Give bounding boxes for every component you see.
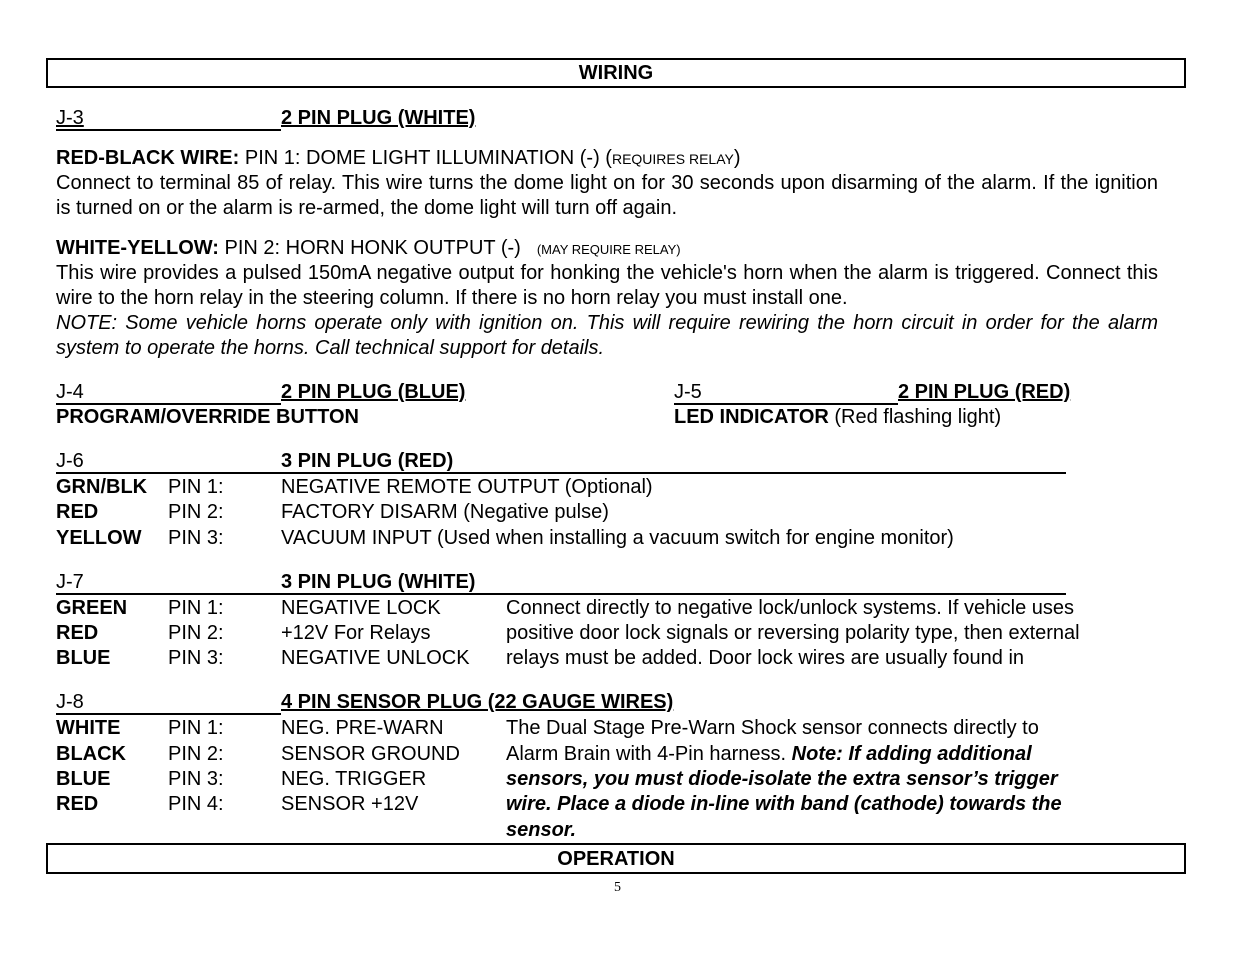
j6-pin-3: PIN 3: <box>168 527 224 549</box>
section-header-label: OPERATION <box>557 848 675 870</box>
j8-func-4: SENSOR +12V <box>281 793 419 815</box>
j8-desc-plain: The Dual Stage Pre-Warn Shock sensor connects directly to <box>506 717 1039 739</box>
j7-func-3: NEGATIVE UNLOCK <box>281 647 470 669</box>
j8-desc-line-3 <box>506 767 1058 792</box>
j8-wire-4: RED <box>56 793 99 815</box>
j7-desc-3: relays must be added. Door lock wires are usually found in <box>506 647 1025 669</box>
j4-desc: PROGRAM/OVERRIDE BUTTON <box>56 406 359 428</box>
j3-id: J-3 <box>56 107 84 129</box>
j8-wire-1: WHITE <box>56 717 121 739</box>
red-black-body: Connect to terminal 85 of relay. This wire turns the dome light on for 30 seconds upon disarming of the alarm. If the ignition is turned on or the alarm is re-armed, the dome light will turn off again. <box>56 172 1158 219</box>
j8-func-2: SENSOR GROUND <box>281 743 460 765</box>
page-number: 5 <box>614 880 621 895</box>
j7-wire-2: RED <box>56 622 99 644</box>
section-header-operation <box>46 843 1186 874</box>
j8-desc-plain: Alarm Brain with 4-Pin harness. <box>506 743 792 765</box>
j8-wire-2: BLACK <box>56 743 126 765</box>
j8-underline <box>56 713 281 715</box>
j3-title: 2 PIN PLUG (WHITE) <box>281 107 476 129</box>
j7-desc-1: Connect directly to negative lock/unlock systems. If vehicle uses <box>506 597 1075 619</box>
j7-wire-3: BLUE <box>56 647 111 669</box>
j7-func-1: NEGATIVE LOCK <box>281 597 441 619</box>
j8-desc-note: Note: If adding additional <box>791 743 1032 765</box>
j6-title: 3 PIN PLUG (RED) <box>281 450 454 472</box>
red-black-label: RED-BLACK WIRE: <box>56 147 240 169</box>
j6-id: J-6 <box>56 450 84 472</box>
j7-id: J-7 <box>56 571 84 593</box>
red-black-note: REQUIRES RELAY <box>611 151 734 167</box>
red-black-pin: PIN 1: DOME LIGHT ILLUMINATION (-) ( <box>239 147 612 169</box>
j7-underline <box>56 593 1066 595</box>
white-yellow-heading <box>56 236 681 262</box>
j8-title: 4 PIN SENSOR PLUG (22 GAUGE WIRES) <box>281 691 674 713</box>
j8-desc-line-1 <box>506 716 1039 741</box>
j8-pin-3: PIN 3: <box>168 768 224 790</box>
white-yellow-pin: PIN 2: HORN HONK OUTPUT (-) <box>218 237 521 259</box>
j8-desc-line-4 <box>506 792 1062 817</box>
j7-pin-3: PIN 3: <box>168 647 224 669</box>
j8-func-1: NEG. PRE-WARN <box>281 717 444 739</box>
j6-pin-2: PIN 2: <box>168 501 224 523</box>
white-yellow-note: (MAY REQUIRE RELAY) <box>536 242 681 257</box>
j8-pin-1: PIN 1: <box>168 717 224 739</box>
j8-pin-4: PIN 4: <box>168 793 224 815</box>
j7-desc-2: positive door lock signals or reversing polarity type, then external <box>506 622 1080 644</box>
j5-id: J-5 <box>674 381 702 403</box>
j6-wire-1: GRN/BLK <box>56 476 148 498</box>
j8-desc-note: wire. Place a diode in-line with band (cathode) towards the <box>506 793 1062 815</box>
j8-id: J-8 <box>56 691 84 713</box>
white-yellow-body: This wire provides a pulsed 150mA negative output for honking the vehicle's horn when the alarm is triggered. Connect this wire to the horn relay in the steering column. If there is no horn relay you must install one. <box>56 262 1158 309</box>
j4-title: 2 PIN PLUG (BLUE) <box>281 381 466 403</box>
j8-desc-line-2 <box>506 742 1032 767</box>
j5-desc-bold: LED INDICATOR <box>674 406 829 428</box>
white-yellow-note-text: NOTE: Some vehicle horns operate only with ignition on. This will require rewiring the horn circuit in order for the alarm system to operate the horns. Call technical support for details. <box>56 312 1158 359</box>
j8-desc-note: sensor. <box>506 819 577 841</box>
section-header-label: WIRING <box>578 62 654 84</box>
j7-func-2: +12V For Relays <box>281 622 431 644</box>
j7-wire-1: GREEN <box>56 597 128 619</box>
section-header-wiring <box>46 58 1186 88</box>
j8-desc-line-5 <box>506 818 576 843</box>
j5-title: 2 PIN PLUG (RED) <box>898 381 1071 403</box>
j6-func-1: NEGATIVE REMOTE OUTPUT (Optional) <box>281 476 653 498</box>
red-black-heading <box>56 146 741 172</box>
j7-pin-2: PIN 2: <box>168 622 224 644</box>
j5-desc-plain: (Red flashing light) <box>828 406 1002 428</box>
j5-desc <box>674 405 1001 430</box>
j6-underline <box>56 472 1066 474</box>
j3-underline <box>56 129 281 131</box>
red-black-close: ) <box>733 147 741 169</box>
j8-pin-2: PIN 2: <box>168 743 224 765</box>
j8-wire-3: BLUE <box>56 768 111 790</box>
j8-desc-note: sensors, you must diode-isolate the extra sensor’s trigger <box>506 768 1058 790</box>
j6-func-3: VACUUM INPUT (Used when installing a vacuum switch for engine monitor) <box>281 527 954 549</box>
j6-pin-1: PIN 1: <box>168 476 224 498</box>
j4-id: J-4 <box>56 381 84 403</box>
j8-func-3: NEG. TRIGGER <box>281 768 427 790</box>
j6-wire-3: YELLOW <box>56 527 142 549</box>
j6-wire-2: RED <box>56 501 99 523</box>
j6-func-2: FACTORY DISARM (Negative pulse) <box>281 501 609 523</box>
j7-title: 3 PIN PLUG (WHITE) <box>281 571 476 593</box>
j7-pin-1: PIN 1: <box>168 597 224 619</box>
white-yellow-label: WHITE-YELLOW: <box>56 237 219 259</box>
